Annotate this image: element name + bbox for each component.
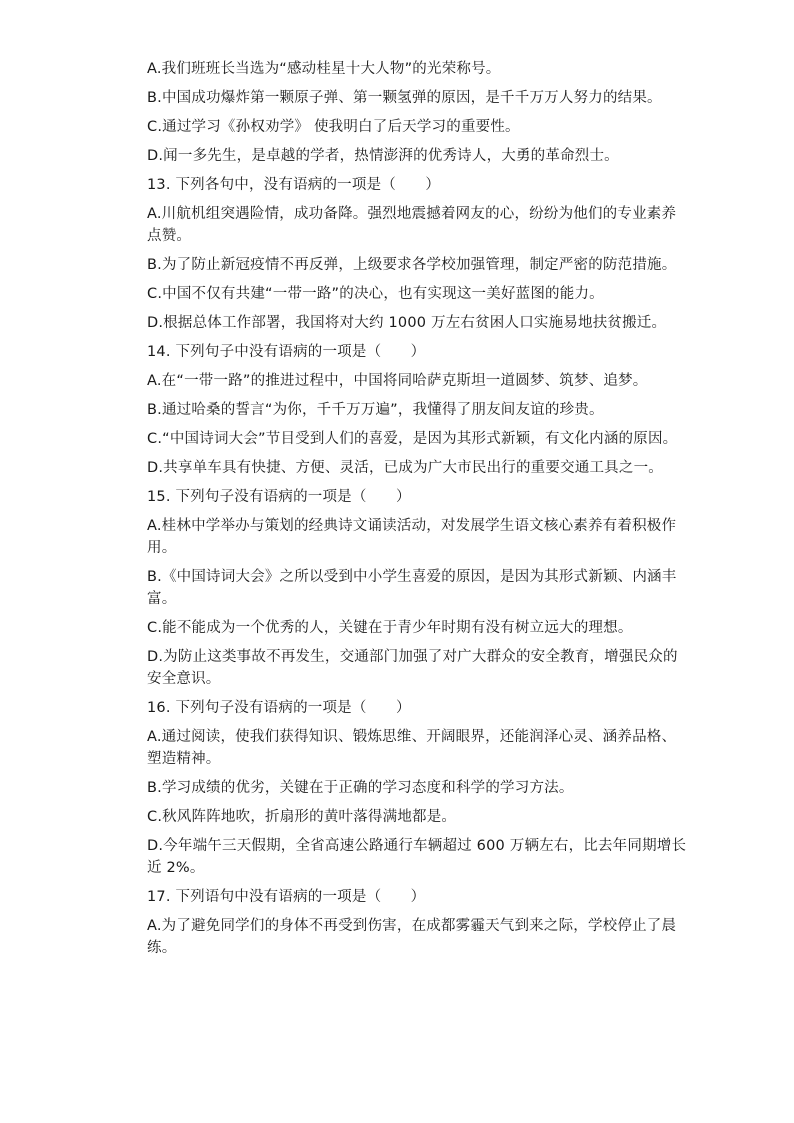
document-page [147,58,687,966]
option-line: D.共享单车具有快捷、方便、灵活，已成为广大市民出行的重要交通工具之一。 [147,460,663,476]
question-14-stem: 14. 下列句子中没有语病的一项是（ ） [147,344,426,360]
option-line: C.秋风阵阵地吹，折扇形的黄叶落得满地都是。 [147,809,457,825]
question-16-stem: 16. 下列句子没有语病的一项是（ ） [147,700,411,716]
option-line: A.为了避免同学们的身体不再受到伤害，在成都雾霾天气到来之际，学校停止了晨练。 [147,918,677,956]
option-line: B.为了防止新冠疫情不再反弹，上级要求各学校加强管理，制定严密的防范措施。 [147,257,677,273]
option-line: A.川航机组突遇险情，成功备降。强烈地震撼着网友的心，纷纷为他们的专业素养点赞。 [147,206,677,244]
option-line: B.《中国诗词大会》之所以受到中小学生喜爱的原因，是因为其形式新颖、内涵丰富。 [147,569,677,607]
option-line: B.通过哈桑的誓言“为你，千千万万遍”，我懂得了朋友间友谊的珍贵。 [147,402,604,418]
option-line: C.中国不仅有共建“一带一路”的决心，也有实现这一美好蓝图的能力。 [147,286,604,302]
option-line: D.今年端午三天假期，全省高速公路通行车辆超过 600 万辆左右，比去年同期增长近 2%。 [147,838,687,876]
option-line: A.在“一带一路”的推进过程中，中国将同哈萨克斯坦一道圆梦、筑梦、追梦。 [147,373,648,389]
option-line: D.为防止这类事故不再发生，交通部门加强了对广大群众的安全教育，增强民众的安全意识。 [147,649,678,687]
option-line: C.通过学习《孙权劝学》 使我明白了后天学习的重要性。 [147,119,520,135]
option-line: A.桂林中学举办与策划的经典诗文诵读活动，对发展学生语文核心素养有着积极作用。 [147,518,677,556]
question-15-stem: 15. 下列句子没有语病的一项是（ ） [147,489,411,505]
option-line: B.中国成功爆炸第一颗原子弹、第一颗氢弹的原因，是千千万万人努力的结果。 [147,90,662,106]
option-line: B.学习成绩的优劣，关键在于正确的学习态度和科学的学习方法。 [147,780,574,796]
option-line: C.“中国诗词大会”节目受到人们的喜爱，是因为其形式新颖，有文化内涵的原因。 [147,431,678,447]
option-line: A.通过阅读，使我们获得知识、锻炼思维、开阔眼界，还能润泽心灵、涵养品格、塑造精神。 [147,729,677,767]
option-line: C.能不能成为一个优秀的人，关键在于青少年时期有没有树立远大的理想。 [147,620,633,636]
question-17-stem: 17. 下列语句中没有语病的一项是（ ） [147,889,426,905]
option-line: D.根据总体工作部署，我国将对大约 1000 万左右贫困人口实施易地扶贫搬迁。 [147,315,667,331]
option-line: D.闻一多先生，是卓越的学者，热情澎湃的优秀诗人，大勇的革命烈士。 [147,148,619,164]
question-13-stem: 13. 下列各句中，没有语病的一项是（ ） [147,177,441,193]
option-line: A.我们班班长当选为“感动桂星十大人物”的光荣称号。 [147,61,501,77]
